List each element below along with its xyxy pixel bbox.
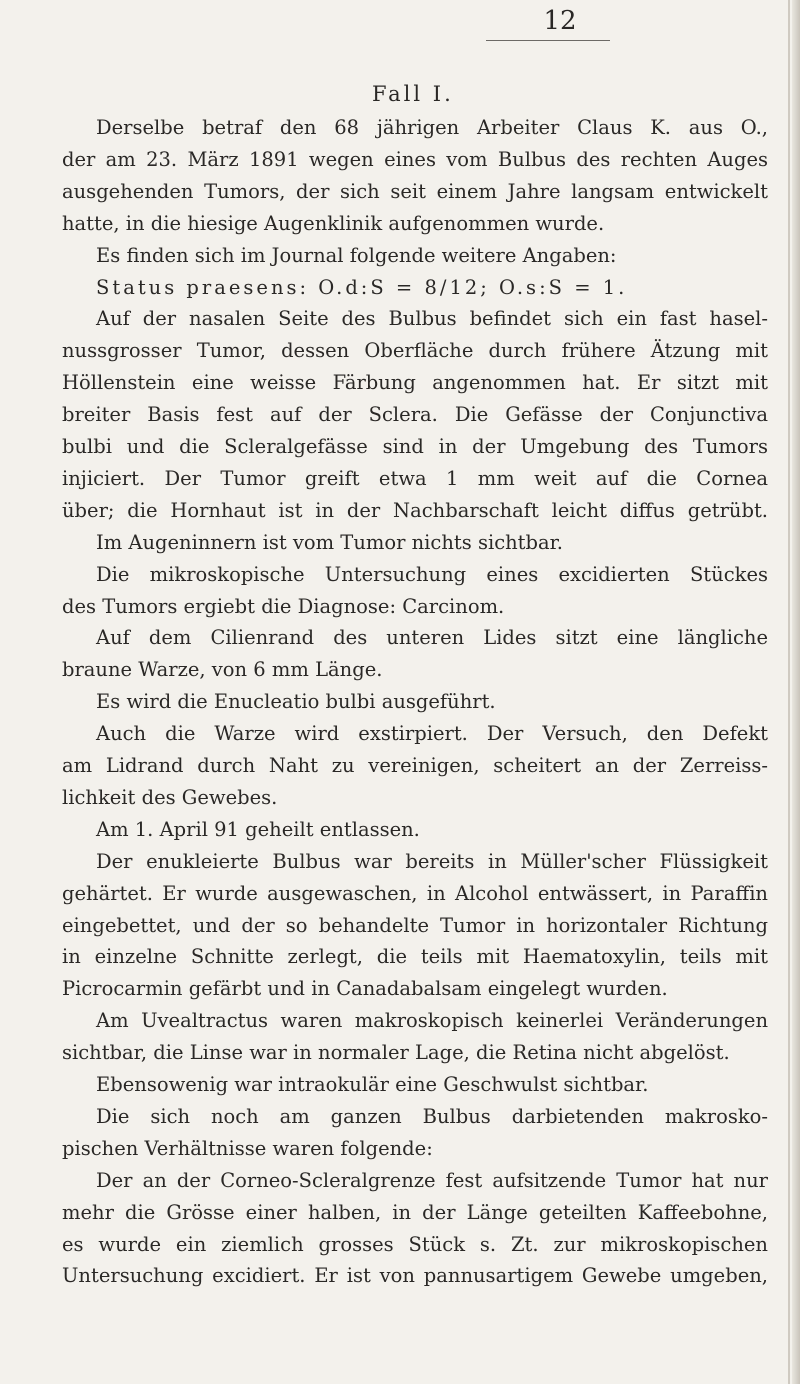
text-line: Es wird die Enucleatio bulbi ausgeführt.	[96, 690, 496, 714]
text-line: Der enukleierte Bulbus war bereits in Müller'scher Flüssigkeit	[96, 849, 768, 873]
text-line: lichkeit des Gewebes.	[62, 785, 278, 809]
text-line: Picrocarmin gefärbt und in Canadabalsam eingelegt wurden.	[62, 977, 668, 1001]
text-line: Im Augeninnern ist vom Tumor nichts sichtbar.	[96, 530, 563, 554]
text-line: Am Uvealtractus waren makroskopisch keinerlei Veränderungen	[96, 1009, 768, 1033]
text-line: es wurde ein ziemlich grosses Stück s. Zt. zur mikroskopischen	[62, 1232, 768, 1256]
text-line: pischen Verhältnisse waren folgende:	[62, 1136, 433, 1160]
text-line: in einzelne Schnitte zerlegt, die teils mit Haematoxylin, teils mit	[62, 945, 768, 969]
text-line: Die mikroskopische Untersuchung eines excidierten Stückes	[96, 562, 768, 586]
text-line: Es finden sich im Journal folgende weitere Angaben:	[96, 243, 617, 267]
text-line: über; die Hornhaut ist in der Nachbarschaft leicht diffus getrübt.	[62, 498, 768, 522]
text-line: Auch die Warze wird exstirpiert. Der Versuch, den Defekt	[96, 722, 768, 746]
text-line: braune Warze, von 6 mm Länge.	[62, 658, 383, 682]
text-line: eingebettet, und der so behandelte Tumor in horizontaler Richtung	[62, 913, 768, 937]
text-line: am Lidrand durch Naht zu vereinigen, scheitert an der Zerreiss-	[62, 754, 768, 777]
text-line: Auf dem Cilienrand des unteren Lides sitzt eine längliche	[96, 626, 768, 650]
page-number-rule	[486, 40, 610, 41]
text-line: der am 23. März 1891 wegen eines vom Bulbus des rechten Auges	[62, 147, 768, 171]
text-line: breiter Basis fest auf der Sclera. Die Gefässe der Conjunctiva	[62, 403, 768, 427]
text-line: Höllenstein eine weisse Färbung angenommen hat. Er sitzt mit	[62, 371, 768, 395]
text-line: Status praesens: O.d:S = 8/12; O.s:S = 1.	[96, 275, 628, 299]
page-edge-line	[788, 0, 790, 1384]
text-line: gehärtet. Er wurde ausgewaschen, in Alcohol entwässert, in Paraffin	[62, 881, 768, 905]
text-line: hatte, in die hiesige Augenklinik aufgenommen wurde.	[62, 211, 605, 235]
text-line: Ebensowenig war intraokulär eine Geschwulst sichtbar.	[96, 1073, 649, 1096]
text-line: Derselbe betraf den 68 jährigen Arbeiter Claus K. aus O.,	[96, 116, 768, 139]
text-line: ausgehenden Tumors, der sich seit einem Jahre langsam entwickelt	[62, 179, 768, 203]
text-line: injiciert. Der Tumor greift etwa 1 mm weit auf die Cornea	[62, 466, 768, 490]
text-line: Der an der Corneo-Scleralgrenze fest aufsitzende Tumor hat nur	[96, 1168, 768, 1192]
text-line: Die sich noch am ganzen Bulbus darbietenden makrosko-	[96, 1104, 768, 1128]
text-line: mehr die Grösse einer halben, in der Länge geteilten Kaffeebohne,	[62, 1200, 768, 1224]
text-line: des Tumors ergiebt die Diagnose: Carcinom.	[62, 594, 505, 618]
page-number: 12	[543, 6, 577, 36]
text-line: Am 1. April 91 geheilt entlassen.	[96, 817, 420, 841]
text-line: bulbi und die Scleralgefässe sind in der Umgebung des Tumors	[62, 435, 768, 458]
text-line: sichtbar, die Linse war in normaler Lage, die Retina nicht abgelöst.	[62, 1041, 730, 1065]
case-heading: Fall I.	[372, 82, 454, 106]
text-line: Auf der nasalen Seite des Bulbus befindet sich ein fast hasel-	[96, 307, 768, 331]
text-line: nussgrosser Tumor, dessen Oberfläche durch frühere Ätzung mit	[62, 339, 768, 363]
page-edge	[792, 0, 800, 1384]
text-line: Untersuchung excidiert. Er ist von pannusartigem Gewebe umgeben,	[62, 1264, 768, 1288]
